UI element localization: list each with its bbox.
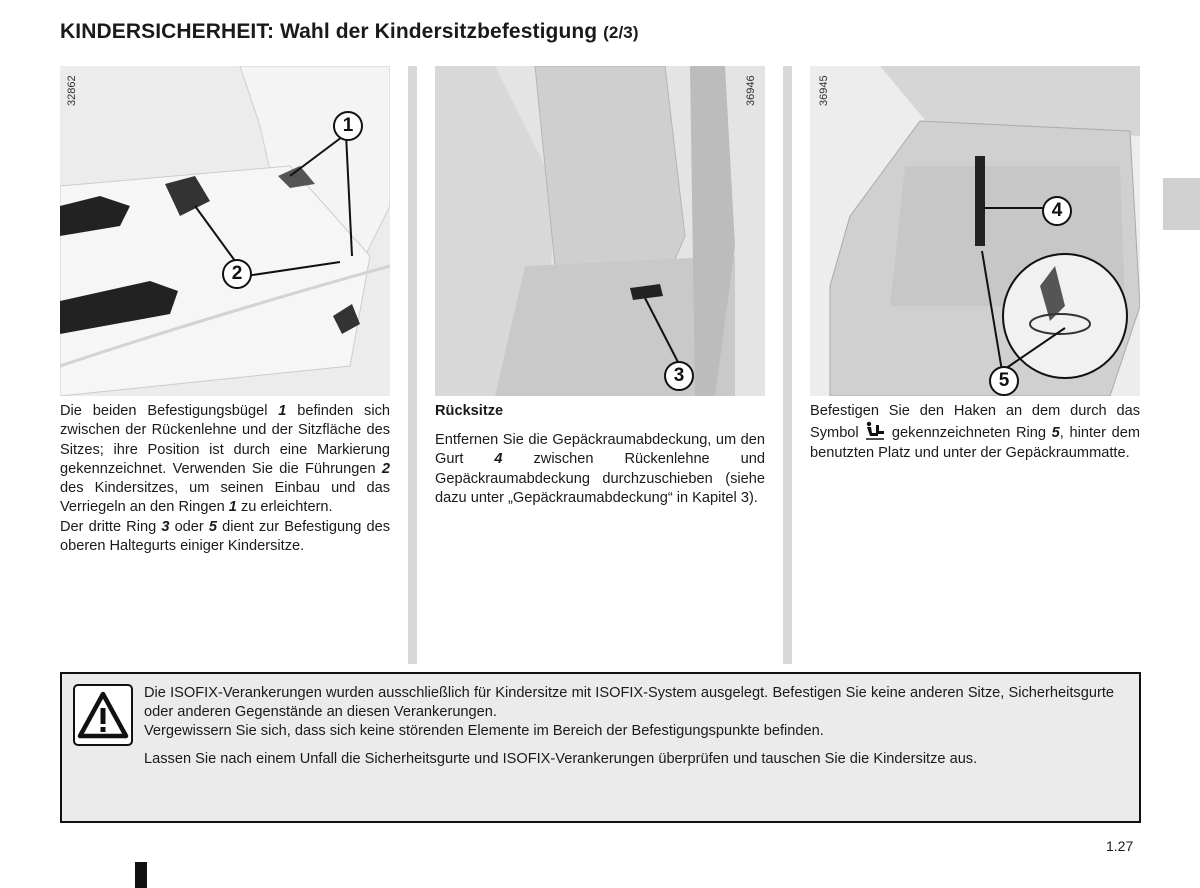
rear-seat-illustration	[435, 66, 765, 396]
corner-mark	[135, 862, 147, 888]
page-title	[60, 20, 639, 44]
warning-text	[144, 684, 1114, 769]
text-span: zwischen Rückenlehne und Gepäckraumabdeckung durchzuschieben (siehe dazu unter „Gepäckraumabdeckung“ in Kapitel 3).	[435, 451, 766, 506]
title-main: KINDERSICHERHEIT: Wahl der Kindersitzbefestigung	[60, 20, 598, 43]
text-span: zu erleichtern.	[236, 499, 333, 516]
warning-triangle-icon	[73, 684, 133, 746]
callout-2: 2	[222, 259, 252, 289]
trunk-illustration	[810, 66, 1140, 396]
ref-number: 1	[278, 403, 287, 419]
figure-trunk	[810, 66, 1140, 396]
text-span: Entfernen Sie die Gepäckraumabdeckung, um den Gurt	[435, 432, 765, 468]
text-span: befinden sich zwischen der Rückenlehne und der Sitzfläche des Sitzes; ihre Position ist durch eine Markierung gekennzeichnet. Verwenden Sie die Führungen	[60, 403, 390, 477]
figure-code: 36945	[818, 75, 830, 106]
column-3-text	[810, 402, 1140, 463]
chapter-tab	[1163, 178, 1200, 230]
section-heading: Rücksitze	[435, 403, 504, 419]
warning-box	[60, 672, 1141, 823]
text-span: Vergewissern Sie sich, dass sich keine störenden Elemente im Bereich der Befestigungspunkte befinden.	[144, 723, 824, 740]
callout-1: 1	[333, 111, 363, 141]
column-2-text	[435, 431, 765, 508]
text-span: gekennzeichneten Ring	[886, 425, 1052, 442]
text-span: Der dritte Ring	[60, 518, 162, 535]
figure-code: 32862	[66, 75, 78, 106]
ref-number: 1	[228, 499, 237, 516]
text-span: oder	[169, 518, 209, 535]
column-separator-1	[408, 66, 417, 664]
isofix-child-seat-icon	[864, 421, 886, 441]
column-separator-2	[783, 66, 792, 664]
text-span: Die ISOFIX-Verankerungen wurden ausschließlich für Kindersitze mit ISOFIX-System ausgelegt. Befestigen Sie keine anderen Sitze, Sicherheitsgurte oder anderen Gegenstände an diesen Verankerungen.	[144, 685, 1114, 721]
column-1-text	[60, 402, 390, 556]
title-part: (2/3)	[603, 23, 639, 42]
ref-number: 3	[161, 518, 170, 535]
figure-code: 36946	[745, 75, 757, 106]
callout-4: 4	[1042, 196, 1072, 226]
text-span: Befestigen Sie den Haken an dem durch das Symbol	[810, 403, 1140, 442]
ref-number: 5	[208, 518, 218, 535]
figure-isofix-seat	[60, 66, 390, 396]
page-number: 1.27	[1106, 838, 1134, 854]
figure-rear-seat	[435, 66, 765, 396]
text-span: dient zur Befestigung des oberen Haltegurts einiger Kindersitze.	[60, 518, 390, 555]
callout-3: 3	[664, 361, 694, 391]
warning-paragraph: Lassen Sie nach einem Unfall die Sicherheitsgurte und ISOFIX-Verankerungen überprüfen und tauschen Sie die Kindersitze aus.	[144, 750, 978, 767]
ref-number: 5	[1051, 425, 1060, 442]
text-span: , hinter dem benutzten Platz und unter der Gepäckraummatte.	[810, 425, 1141, 461]
text-span: Die beiden Befestigungsbügel	[60, 403, 279, 419]
ref-number: 4	[494, 451, 503, 468]
ref-number: 2	[381, 460, 390, 477]
text-span: des Kindersitzes, um seinen Einbau und das Verriegeln an den Ringen	[60, 480, 390, 516]
callout-5: 5	[989, 366, 1019, 396]
warning-paragraph	[144, 684, 1114, 742]
